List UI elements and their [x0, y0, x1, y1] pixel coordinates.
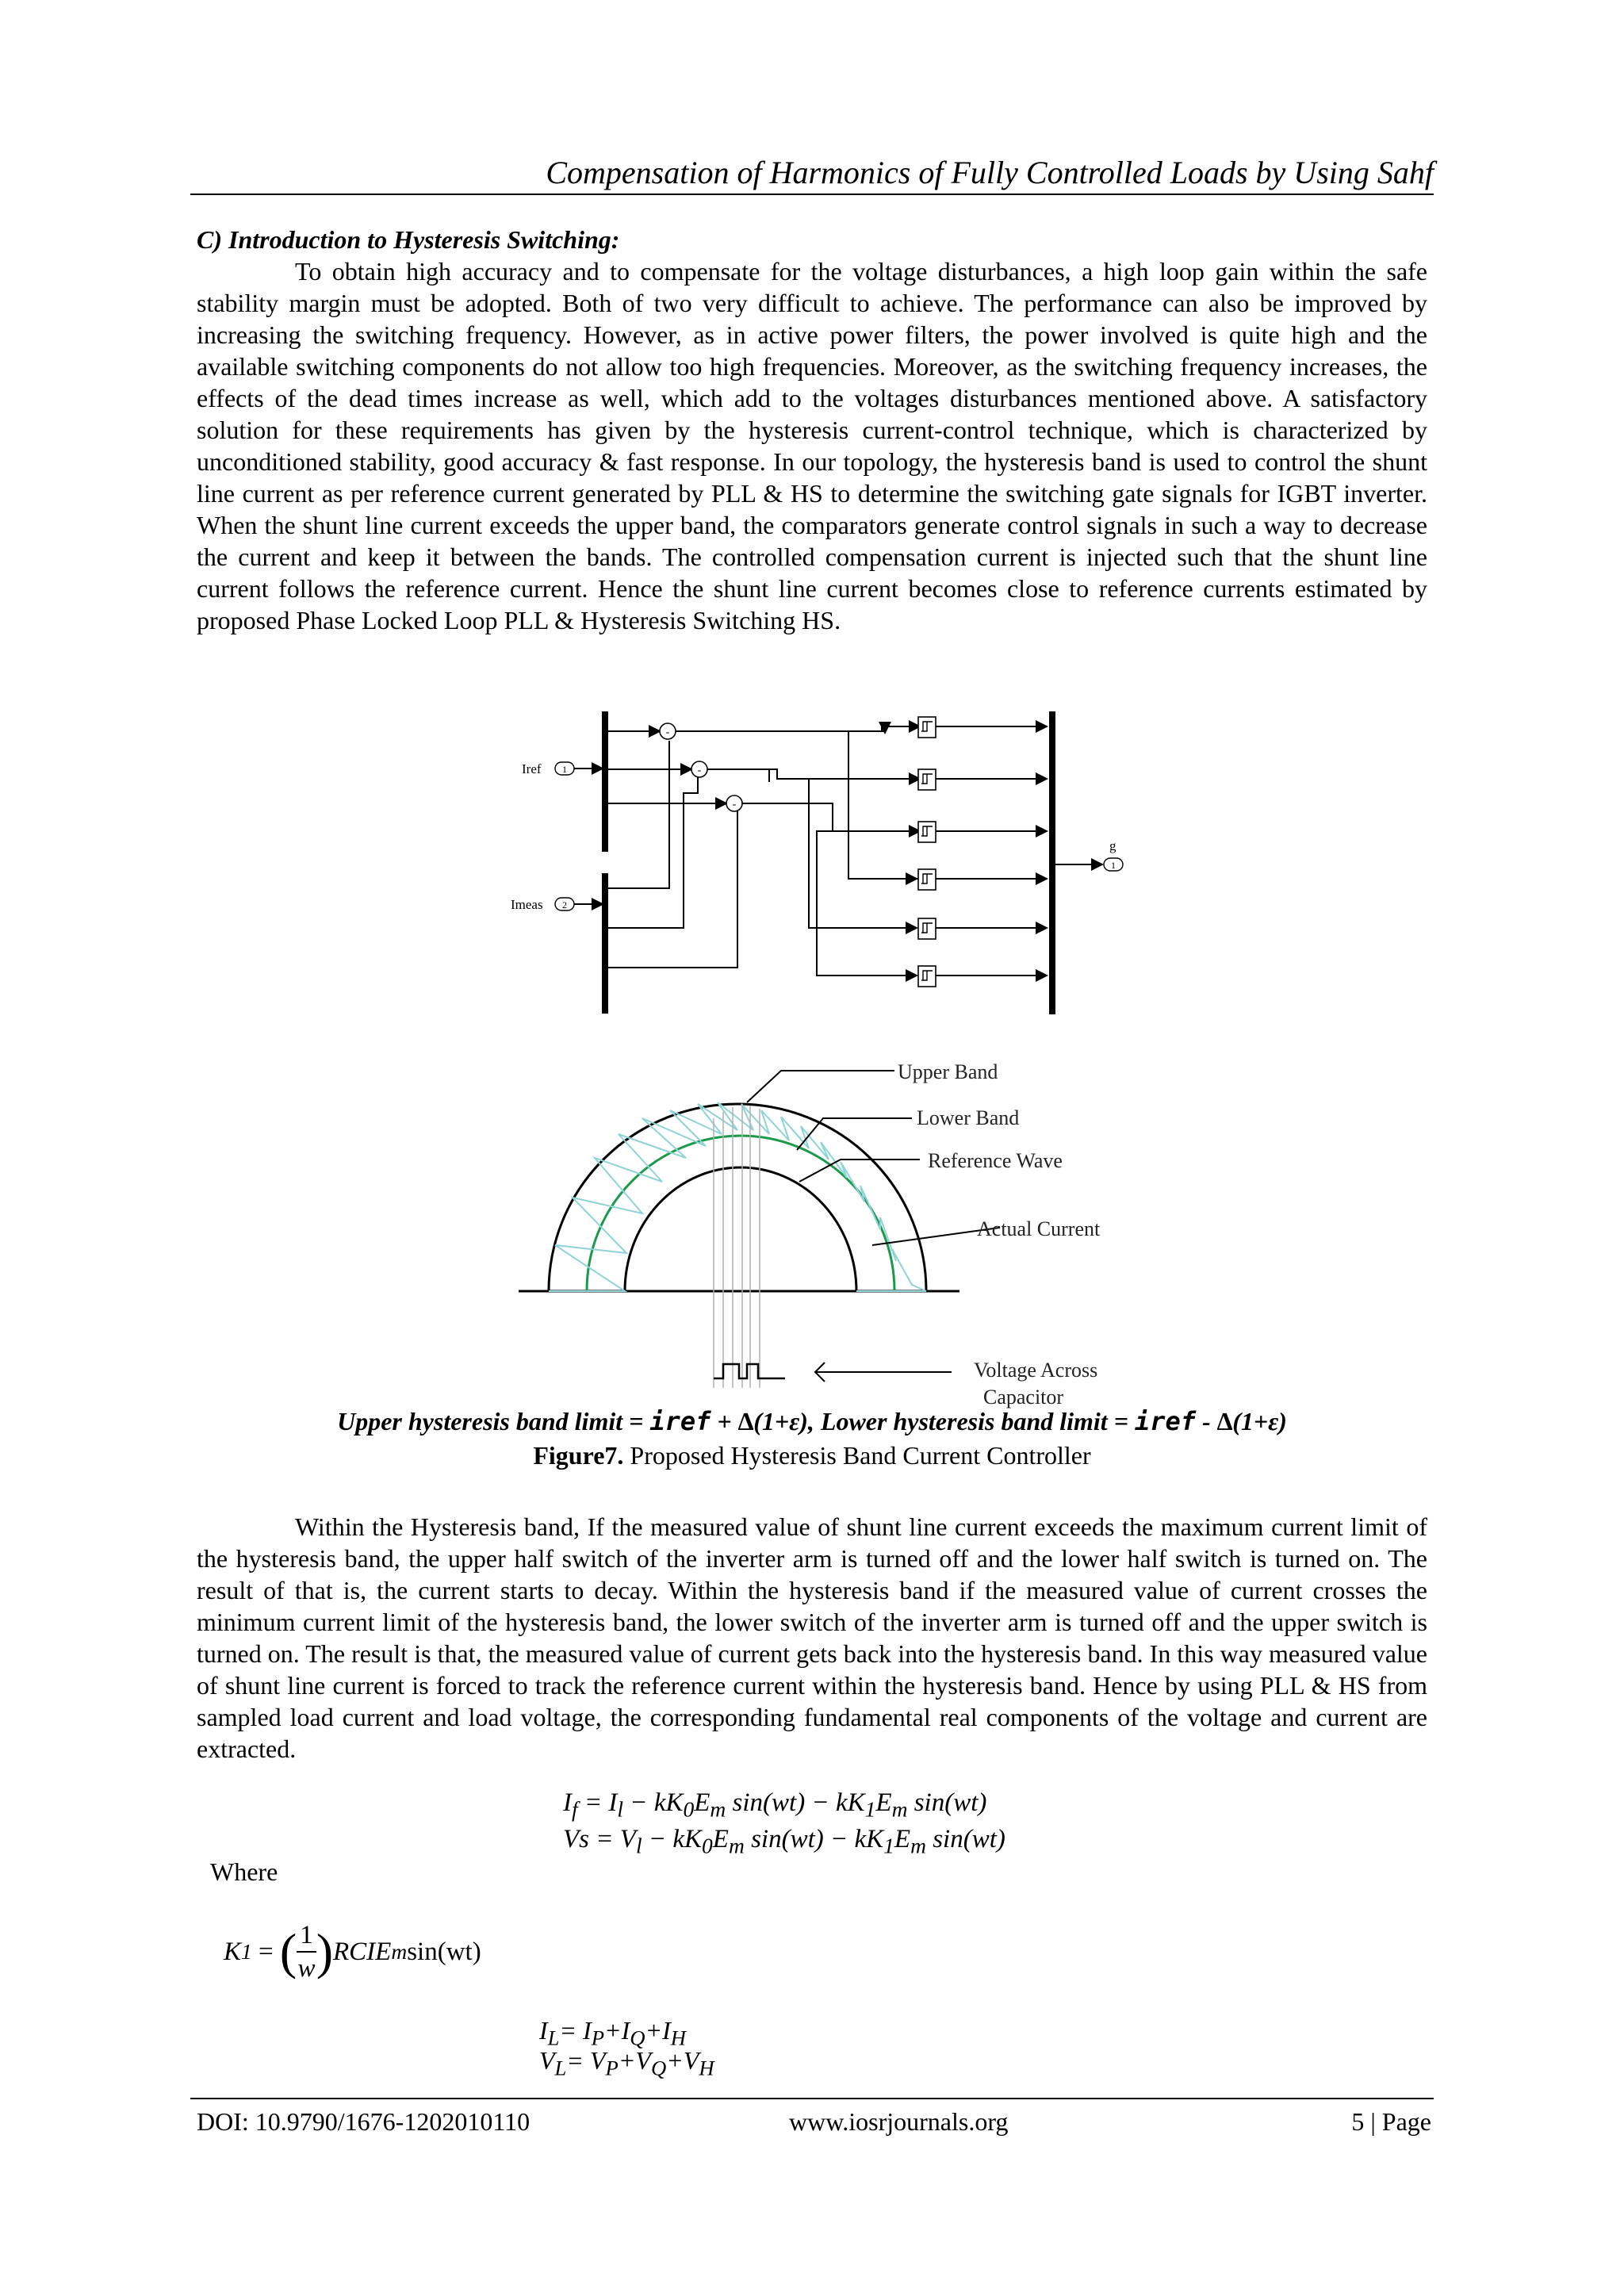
footer-page-number: 5 | Page	[1351, 2107, 1431, 2136]
figure-title: Proposed Hysteresis Band Current Controller	[623, 1441, 1091, 1470]
footer-site[interactable]: www.iosrjournals.org	[789, 2107, 1009, 2136]
equation-il: $I_L= I_P+I_Q+I_H$	[539, 2016, 687, 2050]
sum-sign-a: -	[665, 726, 670, 738]
demux-imeas-bar	[603, 874, 607, 1013]
sum-sign-b: -	[697, 765, 702, 776]
equation-k1: K 1 = ( 1 w ) RCIE m sin(wt)	[224, 1921, 481, 1983]
footer-rule	[190, 2098, 1434, 2099]
limits-middle: + ∆(1+ε), Lower hysteresis band limit =	[710, 1407, 1135, 1435]
intro-paragraph-text: To obtain high accuracy and to compensate for the voltage disturbances, a high loop gain within the safe stability margin must be adopted. Both of two very difficult to achieve. The performance can also be improved by increasing the switching frequency. However, as in active power filters, the power involved is quite high and the available switching components do not allow too high frequencies. Moreover, as the switching frequency increases, the effects of the dead times increase as well, which add to the voltages disturbances mentioned above. A satisfactory solution for these requirements has given by the hysteresis current-control technique, which is characterized by unconditioned stability, good accuracy & fast response. In our topology, the hysteresis band is used to control the shunt line current as per reference current generated by PLL & HS to determine the switching gate signals for IGBT inverter. When the shunt line current exceeds the upper band, the comparators generate control signals in such a way to decrease the current and keep it between the bands. The controlled compensation current is injected such that the shunt line current follows the reference current. Hence the shunt line current becomes close to reference currents estimated by proposed Phase Locked Loop PLL & Hysteresis Switching HS.	[197, 257, 1427, 634]
figure-label: Figure7.	[533, 1441, 624, 1470]
g-label: g	[1109, 838, 1116, 853]
iref-symbol-2: iref	[1134, 1406, 1196, 1436]
iref-port-number: 1	[562, 764, 567, 775]
upper-limit-prefix: Upper hysteresis band limit =	[337, 1407, 650, 1435]
lower-limit-suffix: - ∆(1+ε)	[1195, 1407, 1287, 1435]
demux-iref-bar	[603, 712, 607, 851]
mux-bar	[1050, 712, 1055, 1014]
reference-wave-label: Reference Wave	[928, 1149, 1063, 1172]
voltage-across-label: Voltage Across	[974, 1359, 1098, 1382]
hysteresis-controller-block-diagram	[476, 698, 1158, 1031]
equation-vs: $Vs = V_l - kK_0E_m$ $\sin(wt) - kK_1E_m$ sin(wt)	[563, 1825, 1005, 1858]
imeas-label: Imeas	[511, 897, 543, 912]
relay-blocks	[918, 717, 936, 987]
section-heading: C) Introduction to Hysteresis Switching:	[197, 225, 620, 254]
actual-current-label: Actual Current	[977, 1217, 1101, 1240]
band-paragraph-text: Within the Hysteresis band, If the measured value of shunt line current exceeds the maximum current limit of the hysteresis band, the upper half switch of the inverter arm is turned off and the lower half switch is turned on. The result of that is, the current starts to decay. Within the hysteresis band if the measured value of current crosses the minimum current limit of the hysteresis band, the lower switch of the inverter arm is turned off and the upper switch is turned on. The result is that, the measured value of current gets back into the hysteresis band. In this way measured value of shunt line current is forced to track the reference current within the hysteresis band. Hence by using PLL & HS from sampled load current and load voltage, the corresponding fundamental real components of the voltage and current are extracted.	[197, 1512, 1427, 1763]
band-paragraph	[197, 1511, 1427, 1765]
lower-band-arc	[625, 1167, 856, 1291]
sum-sign-c: -	[732, 799, 737, 811]
where-label: Where	[210, 1857, 278, 1886]
equation-vl: $V_L= V_P+V_Q+V_H$	[539, 2046, 714, 2080]
voltage-pulse	[714, 1364, 785, 1378]
imeas-port-number: 2	[562, 899, 567, 910]
hysteresis-limits-caption	[197, 1405, 1427, 1437]
footer-doi: DOI: 10.9790/1676-1202010110	[197, 2107, 530, 2136]
running-title: Compensation of Harmonics of Fully Controlled Loads by Using Sahf	[546, 155, 1434, 190]
iref-label: Iref	[522, 761, 542, 776]
figure-caption	[197, 1439, 1427, 1471]
upper-band-label: Upper Band	[898, 1060, 998, 1083]
upper-band-arc	[549, 1104, 926, 1291]
iref-symbol-1: iref	[649, 1406, 711, 1436]
hysteresis-band-plot	[508, 1047, 1126, 1412]
equation-if: $I_f = I_l - kK_0E_m$ $\sin(wt) - kK_1E_m$ sin(wt)	[563, 1788, 987, 1822]
header-rule	[190, 194, 1434, 195]
lower-band-label: Lower Band	[917, 1106, 1020, 1129]
g-port-number: 1	[1111, 860, 1116, 871]
actual-current-zigzag	[549, 1102, 926, 1291]
capacitor-label: Capacitor	[983, 1386, 1064, 1409]
intro-paragraph	[197, 255, 1427, 636]
